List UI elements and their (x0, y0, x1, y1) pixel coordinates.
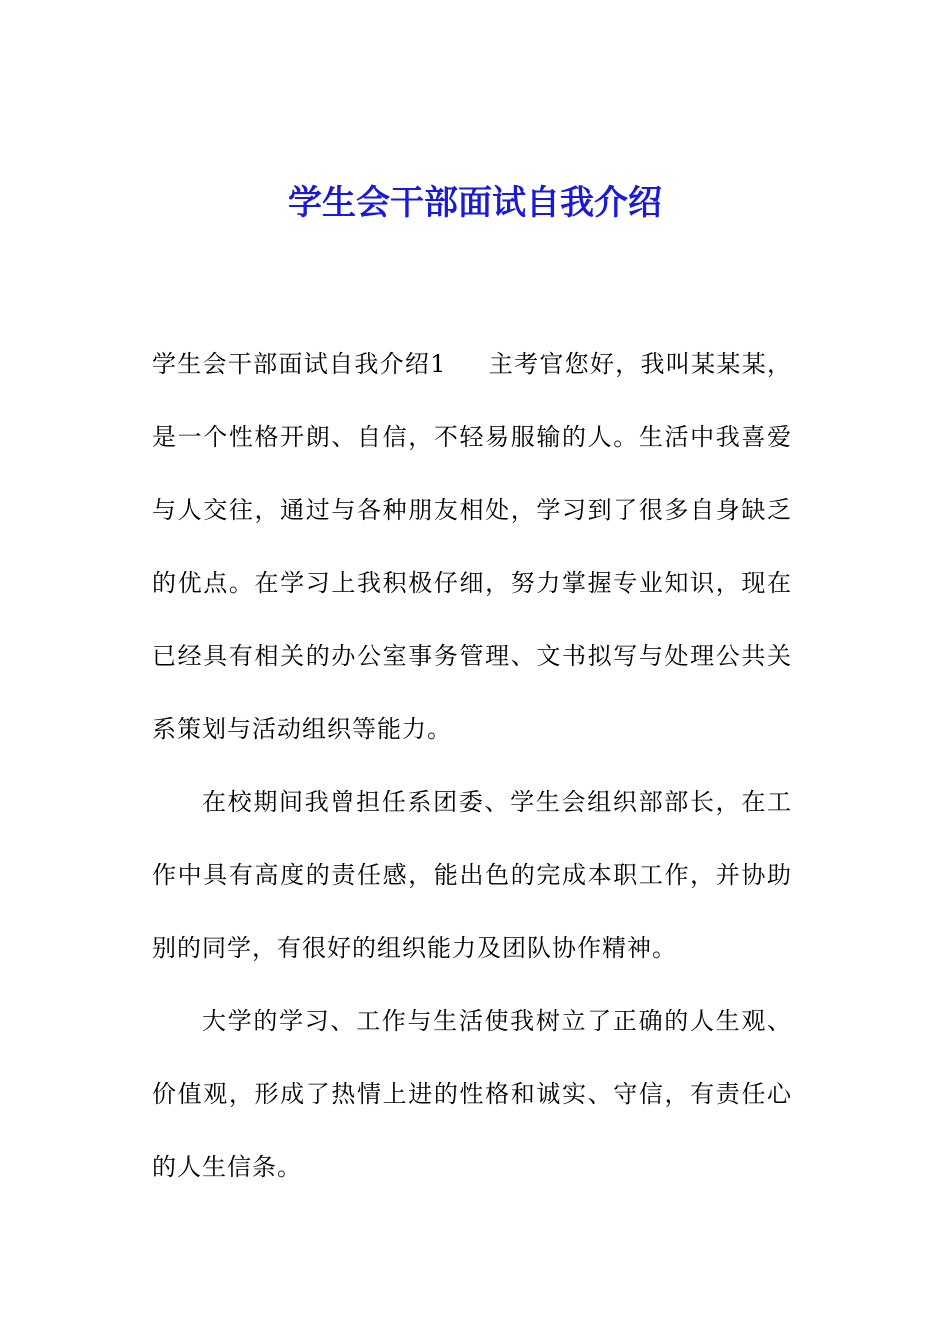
document-title: 学生会干部面试自我介绍 (288, 183, 662, 223)
section-heading: 学生会干部面试自我介绍1 (152, 350, 447, 378)
paragraph-1-text: 主考官您好，我叫某某某，是一个性格开朗、自信，不轻易服输的人。生活中我喜爱与人交往，通过与各种朋友相处，学习到了很多自身缺乏的优点。在学习上我积极仔细，努力掌握专业知识，现在已经具有相关的办公室事务管理、文书拟写与处理公共关系策划与活动组织等能力。 (152, 350, 792, 743)
document-body (152, 328, 792, 1204)
paragraph-3: 大学的学习、工作与生活使我树立了正确的人生观、价值观，形成了热情上进的性格和诚实、守信，有责任心的人生信条。 (152, 1007, 792, 1181)
paragraph-1 (152, 328, 792, 766)
paragraph-2: 在校期间我曾担任系团委、学生会组织部部长，在工作中具有高度的责任感，能出色的完成本职工作，并协助别的同学，有很好的组织能力及团队协作精神。 (152, 788, 792, 962)
